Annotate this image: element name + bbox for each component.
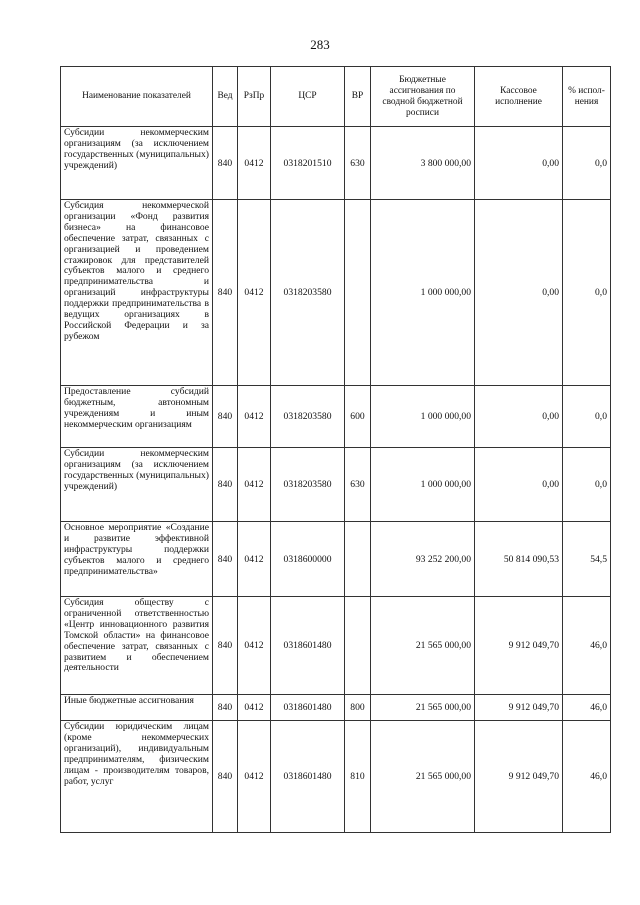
- table-header-row: [61, 67, 611, 127]
- row-ved: 840: [213, 522, 238, 597]
- row-vr: 810: [345, 721, 371, 833]
- row-ved: 840: [213, 597, 238, 695]
- row-budget: 1 000 000,00: [371, 448, 475, 522]
- row-cash: 9 912 049,70: [475, 597, 563, 695]
- row-name: Субсидии некоммерческим организациям (за исключением государственных (муниципальных) учреждений): [61, 448, 213, 522]
- row-rzpr: 0412: [238, 522, 271, 597]
- header-name: Наименование показателей: [61, 67, 213, 127]
- page-number: 283: [310, 37, 330, 52]
- row-name: Субсидия некоммерческой организации «Фонд развития бизнеса» на финансовое обеспечение затрат, связанных с организацией и проведением стажировок для представителей субъектов малого и среднего предпринимательства и организаций инфраструктуры поддержки предпринимательства в ведущих организациях в Российской Федерации и за рубежом: [61, 200, 213, 386]
- row-csr: 0318601480: [271, 695, 345, 721]
- row-rzpr: 0412: [238, 721, 271, 833]
- row-vr: 630: [345, 127, 371, 200]
- row-cash: 0,00: [475, 127, 563, 200]
- row-name: Субсидии юридическим лицам (кроме некоммерческих организаций), индивидуальным предпринимателям, физическим лицам - производителям товаров, работ, услуг: [61, 721, 213, 833]
- header-csr: ЦСР: [271, 67, 345, 127]
- row-cash: 50 814 090,53: [475, 522, 563, 597]
- header-rzpr: РзПр: [238, 67, 271, 127]
- row-csr: 0318601480: [271, 721, 345, 833]
- row-percent: 0,0: [563, 386, 611, 448]
- row-vr: [345, 597, 371, 695]
- table-row: [61, 127, 611, 200]
- row-rzpr: 0412: [238, 597, 271, 695]
- table-row: [61, 695, 611, 721]
- row-budget: 3 800 000,00: [371, 127, 475, 200]
- row-budget: 21 565 000,00: [371, 721, 475, 833]
- row-cash: 9 912 049,70: [475, 695, 563, 721]
- header-ved: Вед: [213, 67, 238, 127]
- row-name: Субсидия обществу с ограниченной ответственностью «Центр инновационного развития Томской области» на финансовое обеспечение затрат, связанных с развитием и обеспечением деятельности: [61, 597, 213, 695]
- row-budget: 93 252 200,00: [371, 522, 475, 597]
- budget-table: [60, 66, 611, 833]
- row-budget: 21 565 000,00: [371, 597, 475, 695]
- row-vr: 800: [345, 695, 371, 721]
- row-ved: 840: [213, 200, 238, 386]
- row-cash: 0,00: [475, 448, 563, 522]
- row-csr: 0318600000: [271, 522, 345, 597]
- row-vr: [345, 200, 371, 386]
- row-rzpr: 0412: [238, 127, 271, 200]
- row-name: Предоставление субсидий бюджетным, автономным учреждениям и иным некоммерческим организациям: [61, 386, 213, 448]
- row-cash: 9 912 049,70: [475, 721, 563, 833]
- row-cash: 0,00: [475, 200, 563, 386]
- row-vr: 600: [345, 386, 371, 448]
- row-percent: 46,0: [563, 721, 611, 833]
- table-row: [61, 386, 611, 448]
- row-percent: 0,0: [563, 200, 611, 386]
- row-budget: 21 565 000,00: [371, 695, 475, 721]
- table-row: [61, 448, 611, 522]
- row-ved: 840: [213, 695, 238, 721]
- row-percent: 0,0: [563, 448, 611, 522]
- row-ved: 840: [213, 448, 238, 522]
- row-vr: [345, 522, 371, 597]
- table-row: [61, 597, 611, 695]
- row-name: Иные бюджетные ассигнования: [61, 695, 213, 721]
- header-cash: Кассовое исполнение: [475, 67, 563, 127]
- row-csr: 0318601480: [271, 597, 345, 695]
- row-rzpr: 0412: [238, 695, 271, 721]
- row-rzpr: 0412: [238, 386, 271, 448]
- row-percent: 54,5: [563, 522, 611, 597]
- row-vr: 630: [345, 448, 371, 522]
- row-name: Субсидии некоммерческим организациям (за исключением государственных (муниципальных) учреждений): [61, 127, 213, 200]
- table-row: [61, 522, 611, 597]
- row-rzpr: 0412: [238, 200, 271, 386]
- row-csr: 0318203580: [271, 200, 345, 386]
- row-ved: 840: [213, 386, 238, 448]
- row-csr: 0318203580: [271, 448, 345, 522]
- row-name: Основное мероприятие «Создание и развитие эффективной инфраструктуры поддержки субъектов малого и среднего предпринимательства»: [61, 522, 213, 597]
- row-csr: 0318201510: [271, 127, 345, 200]
- header-vr: ВР: [345, 67, 371, 127]
- row-ved: 840: [213, 127, 238, 200]
- row-percent: 46,0: [563, 695, 611, 721]
- row-ved: 840: [213, 721, 238, 833]
- row-csr: 0318203580: [271, 386, 345, 448]
- row-rzpr: 0412: [238, 448, 271, 522]
- table-row: [61, 200, 611, 386]
- row-percent: 46,0: [563, 597, 611, 695]
- header-budget: Бюджетные ассигнования по сводной бюджетной росписи: [371, 67, 475, 127]
- header-percent: % испол-нения: [563, 67, 611, 127]
- row-percent: 0,0: [563, 127, 611, 200]
- row-budget: 1 000 000,00: [371, 200, 475, 386]
- row-cash: 0,00: [475, 386, 563, 448]
- row-budget: 1 000 000,00: [371, 386, 475, 448]
- table-row: [61, 721, 611, 833]
